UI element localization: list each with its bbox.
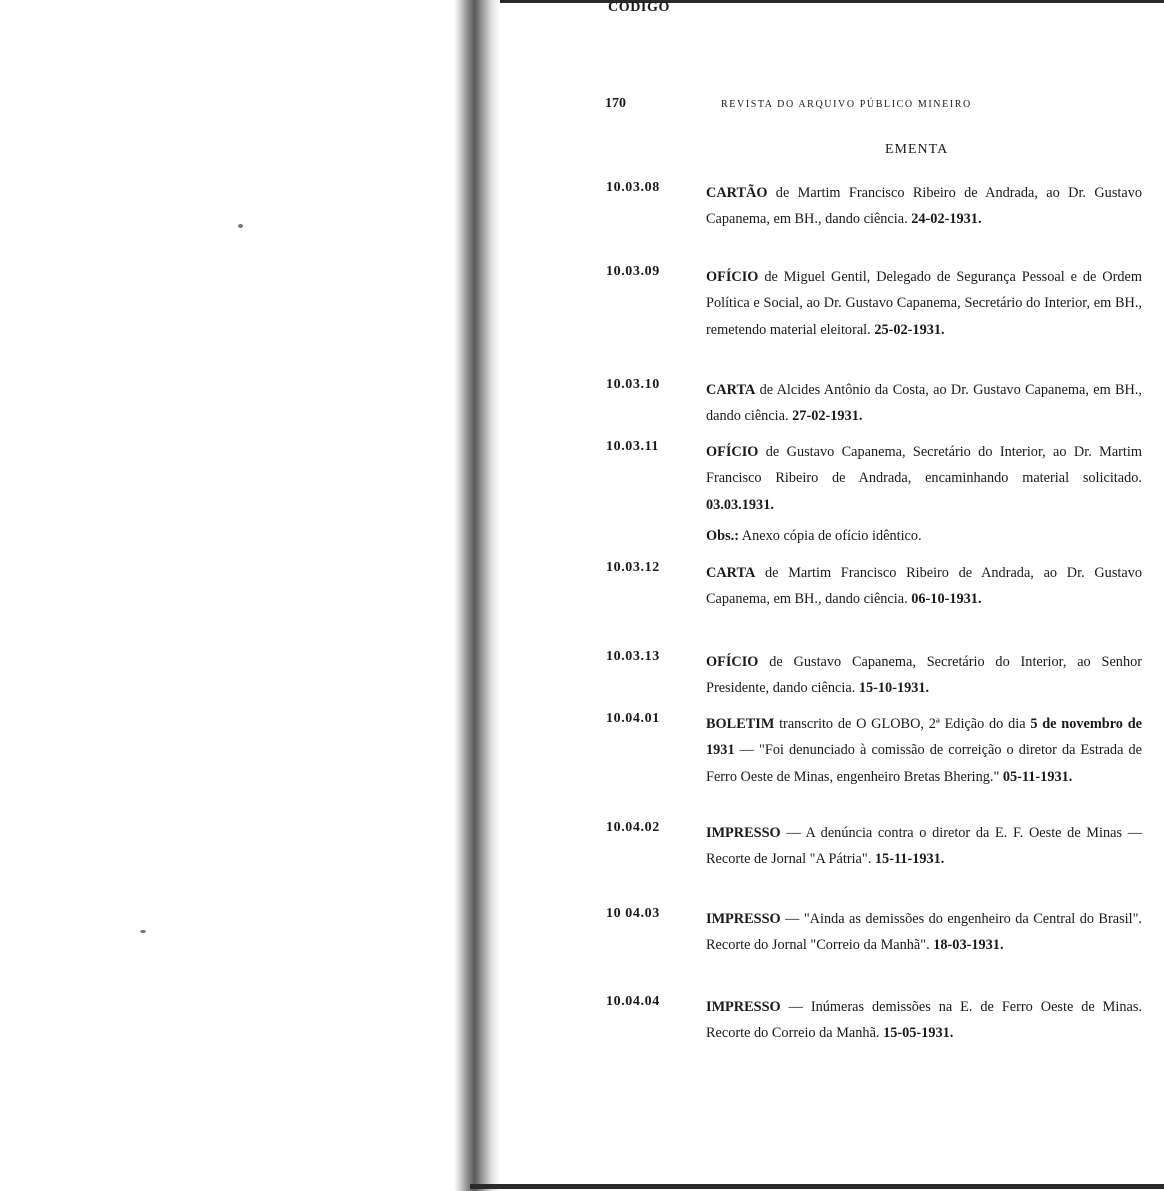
paper-speck <box>140 930 146 933</box>
entry-date: 24-02-1931. <box>911 211 982 228</box>
entry-code: 10.04.01 <box>606 711 660 726</box>
document-type: CARTÃO <box>706 185 768 201</box>
entry-description: de Miguel Gentil, Delegado de Segurança Pessoal e de Ordem Política e Social, ao Dr. Gustavo Capanema, Secretário do Interior, em BH., remetendo material eleitoral. <box>706 269 1142 338</box>
document-type: BOLETIM <box>706 716 775 732</box>
entry-quote: — "Foi denunciado à comissão de correição o diretor da Estrada de Ferro Oeste de Minas, engenheiro Bretas Bhering." <box>706 742 1142 785</box>
entry-summary <box>706 906 1142 959</box>
entry-code: 10.03.08 <box>606 180 660 195</box>
entry-date: 15-11-1931. <box>874 851 945 868</box>
left-page-blank <box>0 0 460 1191</box>
entry-description: — Inúmeras demissões na E. de Ferro Oeste de Minas. Recorte do Correio da Manhã. <box>706 999 1142 1042</box>
document-type: CARTA <box>706 565 756 581</box>
entry-date: 06-10-1931. <box>911 591 982 608</box>
entry-description: de Martim Francisco Ribeiro de Andrada, ao Dr. Gustavo Capanema, em BH., dando ciência. <box>706 565 1142 608</box>
entry-code: 10 04.03 <box>606 906 660 921</box>
entry-highlight: 5 de novembro de 1931 <box>706 716 1143 759</box>
entry-code: 10.04.04 <box>606 994 660 1009</box>
entry-code: 10.03.10 <box>606 377 660 392</box>
entry-date: 25-02-1931. <box>874 321 945 338</box>
column-header-code: CÓDIGO <box>608 0 670 15</box>
page-number: 170 <box>605 96 626 111</box>
entry-description: de Alcides Antônio da Costa, ao Dr. Gustavo Capanema, em BH., dando ciência. <box>706 382 1142 425</box>
entry-description: — "Ainda as demissões do engenheiro da Central do Brasil". Recorte do Jornal "Correio da Manhã". <box>706 911 1142 954</box>
entry-code: 10.03.11 <box>606 439 660 454</box>
entry-summary <box>706 377 1142 430</box>
entry-summary <box>706 560 1142 613</box>
entry-description: — A denúncia contra o diretor da E. F. Oeste de Minas — Recorte de Jornal "A Pátria". <box>706 825 1142 868</box>
entry-date: 27-02-1931. <box>792 408 863 425</box>
document-type: IMPRESSO <box>706 999 781 1015</box>
journal-title: REVISTA DO ARQUIVO PÚBLICO MINEIRO <box>721 99 972 110</box>
document-type: IMPRESSO <box>706 911 781 927</box>
entry-code: 10.04.02 <box>606 820 660 835</box>
note-label: Obs.: <box>706 528 739 544</box>
entry-summary <box>706 264 1142 343</box>
book-spine-shadow <box>454 0 500 1191</box>
document-type: CARTA <box>706 382 756 398</box>
paper-speck <box>238 224 243 228</box>
entry-summary <box>706 820 1142 873</box>
entry-summary <box>706 439 1142 518</box>
entry-description: transcrito de O GLOBO, 2ª Edição do dia <box>774 716 1031 732</box>
entry-date: 03.03.1931. <box>706 496 774 513</box>
document-type: OFÍCIO <box>706 654 759 670</box>
entry-date: 18-03-1931. <box>933 937 1004 954</box>
entry-summary <box>706 711 1142 790</box>
page-bottom-edge <box>470 1184 1164 1189</box>
entry-summary <box>706 180 1142 233</box>
column-header-summary: EMENTA <box>885 142 949 157</box>
entry-description: de Martim Francisco Ribeiro de Andrada, ao Dr. Gustavo Capanema, em BH., dando ciência. <box>706 185 1142 228</box>
entry-description: de Gustavo Capanema, Secretário do Interior, ao Senhor Presidente, dando ciência. <box>706 654 1142 697</box>
entry-note <box>706 523 1142 549</box>
entry-date: 05-11-1931. <box>1002 768 1073 785</box>
entry-summary <box>706 649 1142 702</box>
entry-description: de Gustavo Capanema, Secretário do Interior, ao Dr. Martim Francisco Ribeiro de Andrada, encaminhando material solicitado. <box>706 444 1142 487</box>
page-top-edge <box>500 0 1164 3</box>
document-type: OFÍCIO <box>706 269 759 285</box>
entry-summary <box>706 994 1142 1047</box>
document-type: OFÍCIO <box>706 444 759 460</box>
running-header <box>605 96 1145 116</box>
entry-date: 15-05-1931. <box>883 1025 954 1042</box>
note-text: Anexo cópia de ofício idêntico. <box>738 528 922 544</box>
entry-code: 10.03.13 <box>606 649 660 664</box>
entry-date: 15-10-1931. <box>858 680 930 697</box>
document-type: IMPRESSO <box>706 825 781 841</box>
entry-code: 10.03.09 <box>606 264 660 279</box>
entry-code: 10.03.12 <box>606 560 660 575</box>
